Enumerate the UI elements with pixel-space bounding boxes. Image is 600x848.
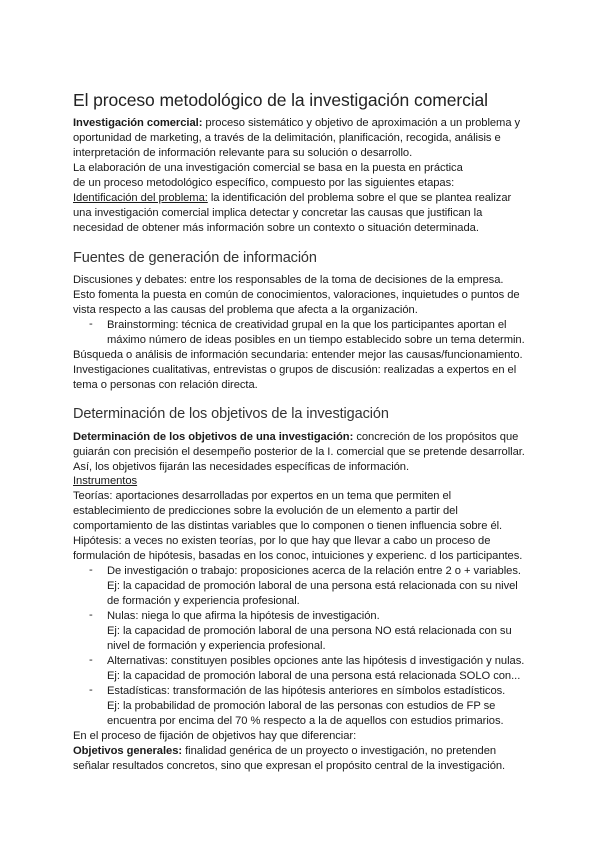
bullet-line: máximo número de ideas posibles en un tiempo establecido sobre un tema determin. (107, 334, 525, 346)
bullet-dash: - (89, 318, 93, 330)
section-heading-objetivos: Determinación de los objetivos de la investigación (73, 406, 389, 422)
bullet-line: Ej: la capacidad de promoción laboral de una persona NO está relacionada con su (107, 625, 512, 637)
text-span: concreción de los propósitos que (353, 431, 519, 443)
sources-line: Investigaciones cualitativas, entrevistas o grupos de discusión: realizadas a expertos en el (73, 364, 517, 376)
objectives-line: Hipótesis: a veces no existen teorías, por lo que hay que llevar a cabo un proceso de (73, 535, 491, 547)
bullet-dash: - (89, 654, 93, 666)
intro-line: interpretación de información relevante para su solución o desarrollo. (73, 147, 413, 159)
text-span: proceso sistemático y objetivo de aproximación a un problema y (202, 117, 521, 129)
bullet-dash: - (89, 609, 93, 621)
objectives-line: comportamiento de las distintas variables que lo componen o tienen influencia sobre él. (73, 520, 503, 532)
sources-line: Búsqueda o análisis de información secundaria: entender mejor las causas/funcionamiento. (73, 349, 523, 361)
bullet-line: Ej: la capacidad de promoción laboral de una persona está relacionada con su nivel (107, 580, 518, 592)
sources-line: tema o personas con relación directa. (73, 379, 258, 391)
intro-line: necesidad de obtener más información sobre un contexto o situación determinada. (73, 222, 479, 234)
term-determinacion-objetivos: Determinación de los objetivos de una investigación: (73, 431, 354, 443)
text-span: finalidad genérica de un proyecto o investigación, no pretenden (182, 745, 497, 757)
bullet-line: de formación y experiencia profesional. (107, 595, 300, 607)
objectives-line: guiarán con precisión el desempeño posterior de la I. comercial que se pretende desarrollar. (73, 446, 525, 458)
bullet-line: Estadísticas: transformación de las hipótesis anteriores en símbolos estadísticos. (107, 685, 506, 697)
bullet-line: encuentra por encima del 70 % respecto a la de aquellos con estudios primarios. (107, 715, 504, 727)
term-identificacion-problema: Identificación del problema: (73, 192, 208, 204)
intro-line: de un proceso metodológico específico, compuesto por las siguientes etapas: (73, 177, 455, 189)
objectives-line (73, 430, 518, 445)
intro-line: una investigación comercial implica detectar y concretar las causas que justifican la (73, 207, 483, 219)
page-title: El proceso metodológico de la investigación comercial (73, 90, 488, 110)
sources-line: Discusiones y debates: entre los responsables de la toma de decisiones de la empresa. (73, 274, 504, 286)
bullet-dash: - (89, 564, 93, 576)
intro-line: oportunidad de marketing, a través de la delimitación, planificación, recogida, análisis e (73, 132, 501, 144)
objectives-line: Así, los objetivos fijarán las necesidades específicas de información. (73, 461, 410, 473)
term-investigacion-comercial: Investigación comercial: (73, 117, 203, 129)
bullet-line: Brainstorming: técnica de creatividad grupal en la que los participantes aportan el (107, 319, 507, 331)
objectives-line: En el proceso de fijación de objetivos hay que diferenciar: (73, 730, 357, 742)
sources-line: Esto fomenta la puesta en común de conocimientos, valoraciones, inquietudes o puntos de (73, 289, 520, 301)
sources-line: vista respecto a las causas del problema que afecta a la organización. (73, 304, 418, 316)
intro-line: La elaboración de una investigación comercial se basa en la puesta en práctica (73, 162, 463, 174)
intro-line (73, 116, 520, 131)
bullet-line: De investigación o trabajo: proposiciones acerca de la relación entre 2 o + variables. (107, 565, 521, 577)
bullet-dash: - (89, 684, 93, 696)
text-span: la identificación del problema sobre el que se plantea realizar (207, 192, 512, 204)
section-heading-fuentes: Fuentes de generación de información (73, 250, 317, 266)
term-objetivos-generales: Objetivos generales: (73, 745, 183, 757)
objectives-line: establecimiento de predicciones sobre la evolución de un elemento a partir del (73, 505, 458, 517)
objectives-line (73, 744, 496, 759)
objectives-line: formulación de hipótesis, basadas en los conoc, intuiciones y experienc. d los participantes. (73, 550, 523, 562)
objectives-line: señalar resultados concretos, sino que expresan el propósito central de la investigación. (73, 760, 506, 772)
bullet-line: Ej: la capacidad de promoción laboral de una persona está relacionada SOLO con... (107, 670, 521, 682)
intro-line (73, 191, 511, 206)
bullet-line: Nulas: niega lo que afirma la hipótesis de investigación. (107, 610, 380, 622)
instruments-label: Instrumentos (73, 475, 138, 487)
objectives-line: Teorías: aportaciones desarrolladas por expertos en un tema que permiten el (73, 490, 452, 502)
bullet-line: Alternativas: constituyen posibles opciones ante las hipótesis d investigación y nulas. (107, 655, 525, 667)
bullet-line: Ej: la probabilidad de promoción laboral de las personas con estudios de FP se (107, 700, 496, 712)
bullet-line: nivel de formación y experiencia profesional. (107, 640, 326, 652)
